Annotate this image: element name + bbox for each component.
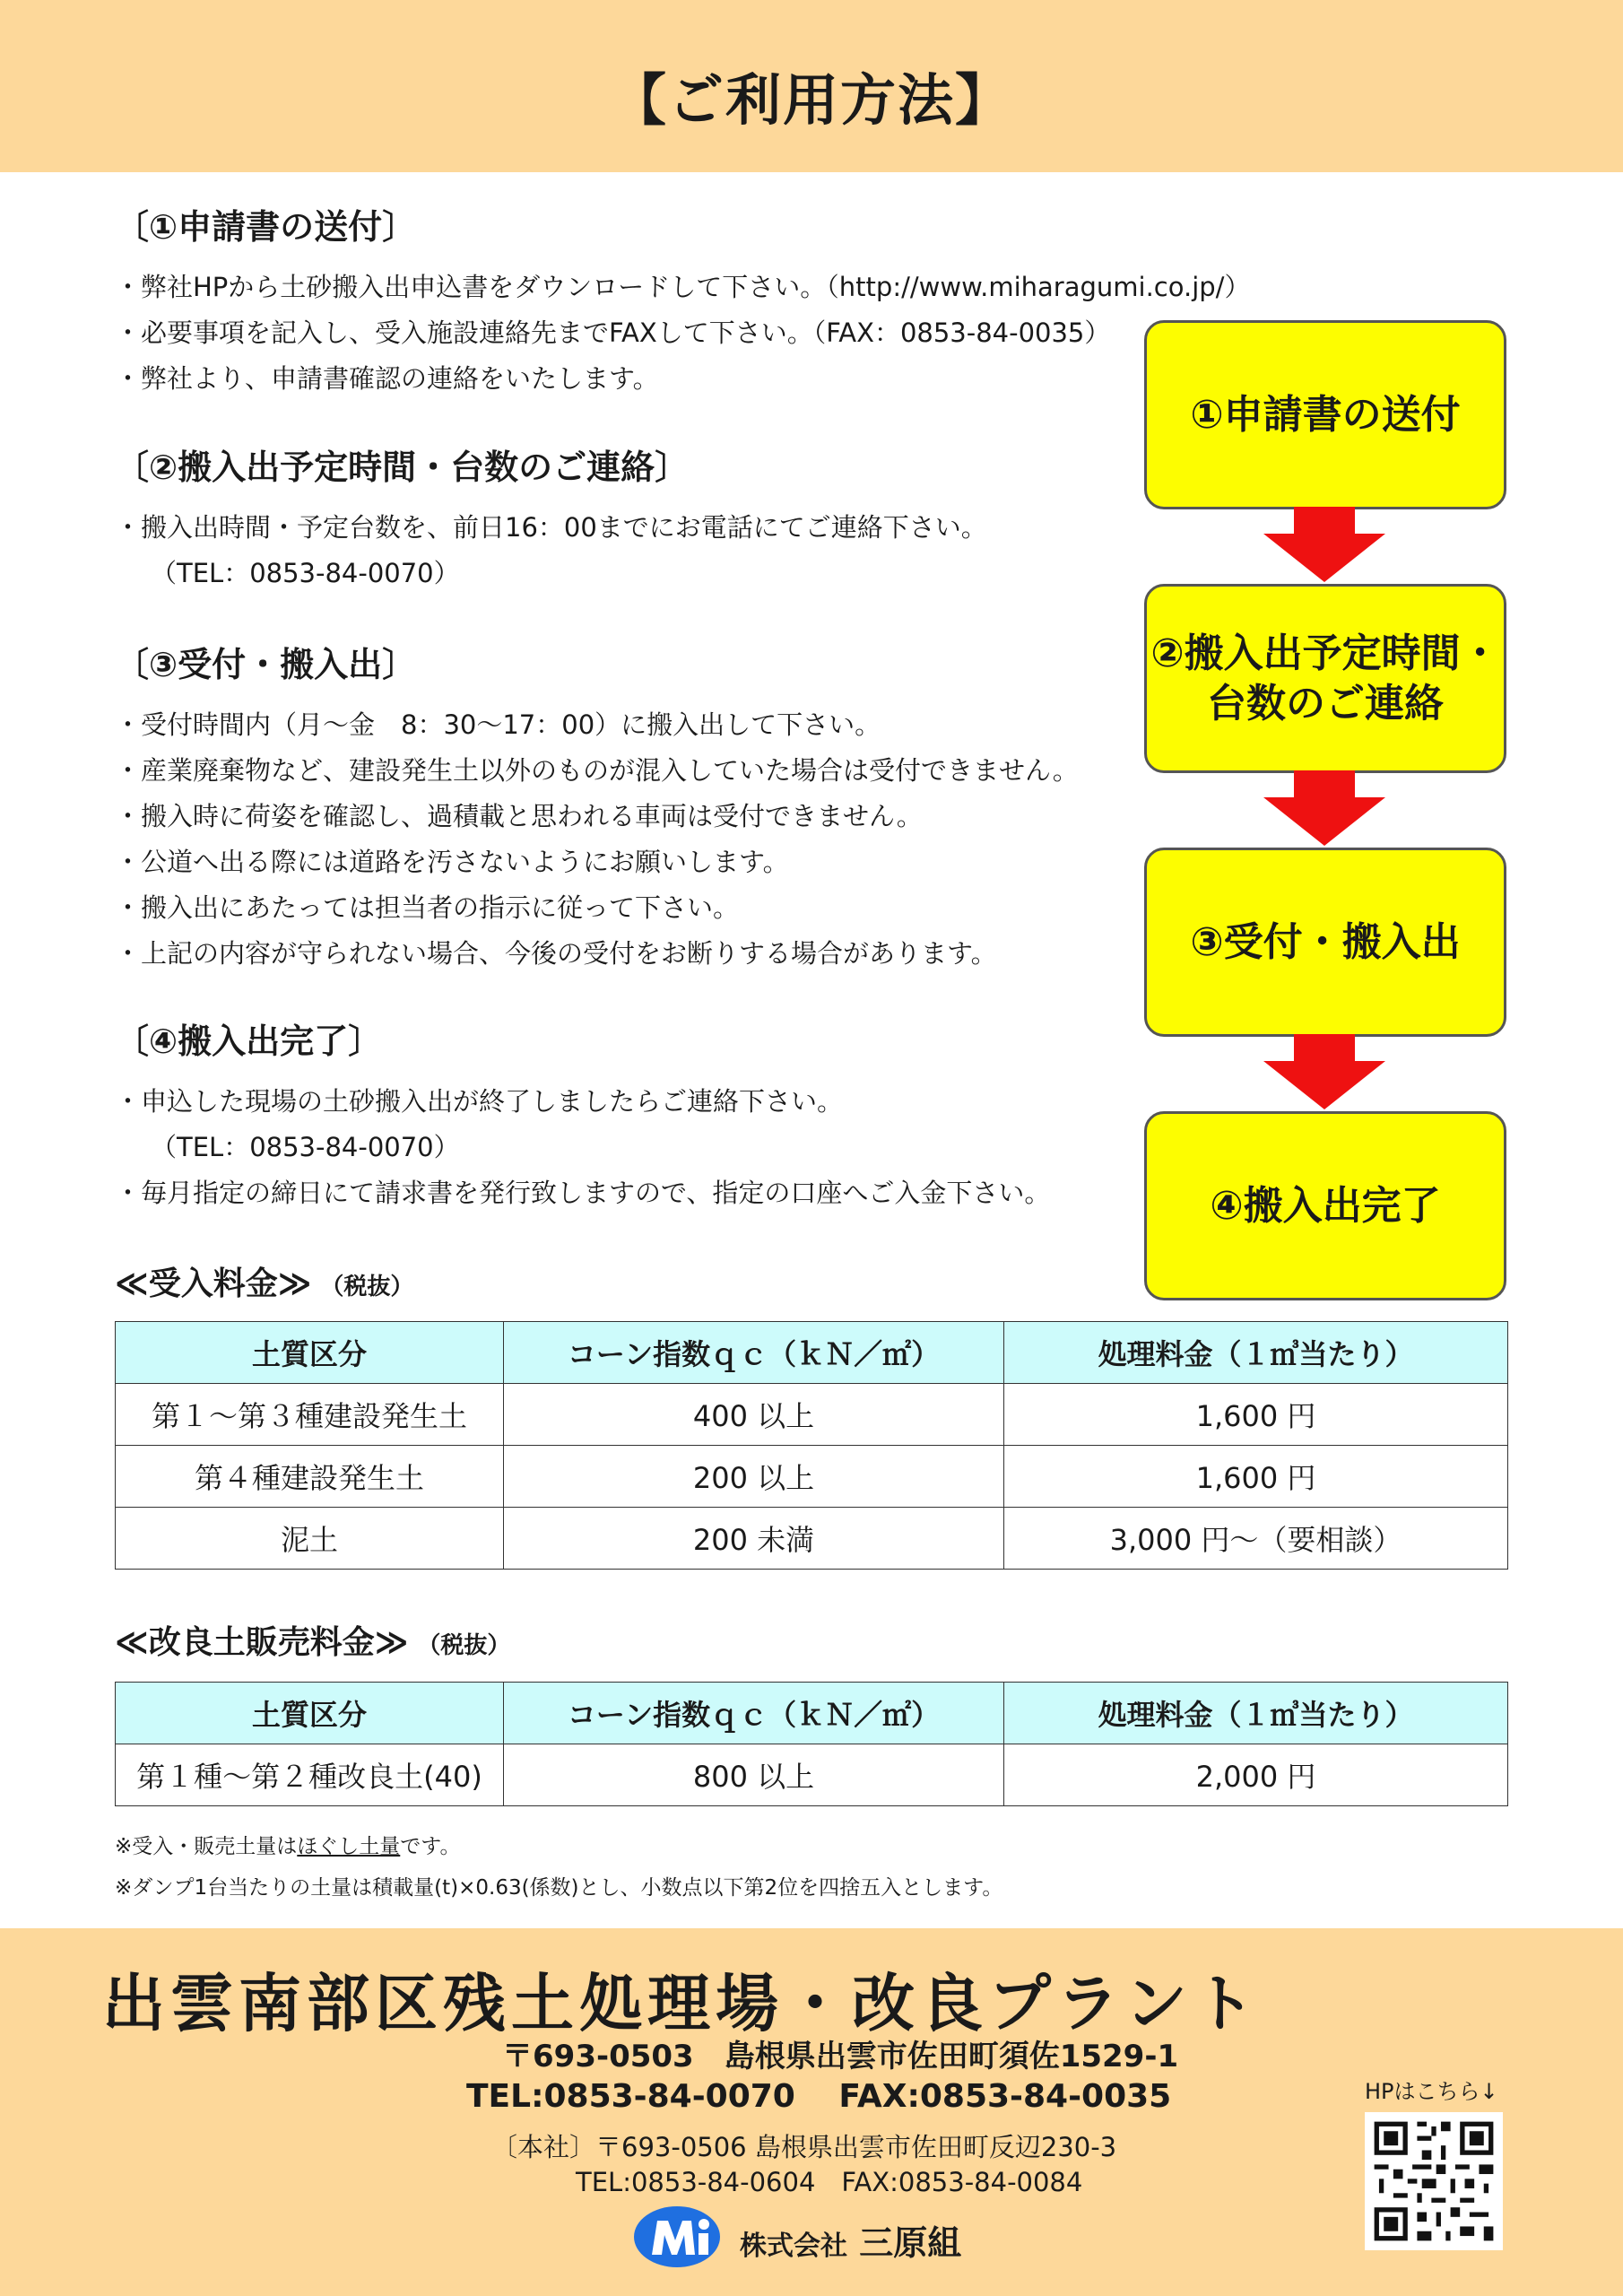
table-row: [116, 1508, 1508, 1570]
section-completion: [115, 1013, 1146, 1216]
table-cell: 200 未満: [504, 1508, 1004, 1570]
list-item: ・搬入出時間・予定台数を、前日16：00までにお電話にてご連絡下さい。: [115, 512, 987, 543]
accept-fee-table: [115, 1321, 1508, 1570]
table-cell: 400 以上: [504, 1384, 1004, 1446]
column-header: 土質区分: [116, 1683, 504, 1744]
list-item: ・弊社より、申請書確認の連絡をいたします。: [115, 363, 659, 394]
table-title-text: ≪改良土販売料金≫: [115, 1624, 409, 1661]
list-item: （TEL：0853-84-0070）: [151, 558, 460, 588]
list-item: ・産業廃棄物など、建設発生土以外のものが混入していた場合は受付できません。: [115, 755, 1079, 786]
table-cell: 2,000 円: [1004, 1744, 1508, 1806]
table-cell: 第１～第３種建設発生土: [116, 1384, 504, 1446]
column-header: 処理料金（１㎥当たり）: [1004, 1322, 1508, 1384]
bullet-list: [115, 1079, 1146, 1216]
list-item: （TEL：0853-84-0070）: [151, 1132, 460, 1162]
column-header: 土質区分: [116, 1322, 504, 1384]
plant-tel-fax: TEL:0853-84-0070 FAX:0853-84-0035: [466, 2078, 1172, 2115]
flow-step-label: ①申請書の送付: [1190, 391, 1461, 438]
section-heading: 〔②搬入出予定時間・台数のご連絡〕: [115, 448, 690, 487]
bullet-list: [115, 505, 1146, 596]
table-title-text: ≪受入料金≫: [115, 1265, 312, 1302]
page-title: 【ご利用方法】: [610, 67, 1012, 133]
flow-arrow-down-icon: [1263, 507, 1385, 582]
flow-step-application: [1144, 320, 1506, 509]
column-header: コーン指数ｑｃ（ｋＮ／㎡）: [504, 1322, 1004, 1384]
company-name: [740, 2215, 961, 2265]
column-header: コーン指数ｑｃ（ｋＮ／㎡）: [504, 1683, 1004, 1744]
table-cell: 800 以上: [504, 1744, 1004, 1806]
table-header-row: [116, 1322, 1508, 1384]
bullet-list: [115, 265, 1251, 402]
note-text: ※受入・販売土量は: [115, 1835, 298, 1858]
company-prefix: 株式会社: [740, 2231, 847, 2262]
column-header: 処理料金（１㎥当たり）: [1004, 1683, 1508, 1744]
flow-arrow-down-icon: [1263, 1034, 1385, 1109]
hq-address: 〔本社〕〒693-0506 島根県出雲市佐田町反辺230-3: [491, 2132, 1117, 2162]
bullet-list: [115, 702, 1146, 977]
list-item: ・上記の内容が守られない場合、今後の受付をお断りする場合があります。: [115, 938, 997, 969]
flow-step-label: 台数のご連絡: [1206, 680, 1444, 726]
dump-truck-note: ※ダンプ1台当たりの土量は積載量(t)×0.63(係数)とし、小数点以下第2位を四捨五入とします。: [115, 1876, 1003, 1900]
table-cell: 1,600 円: [1004, 1446, 1508, 1508]
table-row: [116, 1744, 1508, 1806]
note-text: です。: [400, 1835, 461, 1858]
sale-fee-table: [115, 1682, 1508, 1806]
list-item: ・受付時間内（月～金 8：30～17：00）に搬入出して下さい。: [115, 709, 881, 740]
list-item: ・搬入出にあたっては担当者の指示に従って下さい。: [115, 892, 740, 923]
table-row: [116, 1384, 1508, 1446]
hq-tel-fax: TEL:0853-84-0604 FAX:0853-84-0084: [576, 2167, 1083, 2197]
company-name-text: 三原組: [859, 2223, 962, 2263]
list-item: ・毎月指定の締日にて請求書を発行致しますので、指定の口座へご入金下さい。: [115, 1178, 1051, 1208]
tax-note: （税抜）: [320, 1274, 414, 1300]
table-cell: 泥土: [116, 1508, 504, 1570]
flow-arrow-down-icon: [1263, 770, 1385, 846]
flow-step-label: ②搬入出予定時間・: [1150, 630, 1500, 676]
section-application: [115, 199, 1251, 402]
list-item: ・弊社HPから土砂搬入出申込書をダウンロードして下さい。（http://www.miharagumi.co.jp/）: [115, 272, 1251, 302]
accept-table-title: [115, 1258, 413, 1304]
table-cell: 第１種～第２種改良土(40): [116, 1744, 504, 1806]
table-cell: 第４種建設発生土: [116, 1446, 504, 1508]
company-logo-icon: [632, 2205, 722, 2269]
hp-label: HPはこちら↓: [1365, 2079, 1498, 2104]
flow-step-completion: [1144, 1111, 1506, 1300]
tax-note: （税抜）: [417, 1632, 511, 1659]
list-item: ・必要事項を記入し、受入施設連絡先までFAXして下さい。（FAX：0853-84-0035）: [115, 317, 1111, 348]
section-reception: [115, 637, 1146, 977]
flow-step-reception: [1144, 848, 1506, 1037]
list-item: ・申込した現場の土砂搬入出が終了しましたらご連絡下さい。: [115, 1086, 844, 1117]
section-heading: 〔①申請書の送付〕: [115, 207, 417, 247]
sale-table-title: [115, 1617, 510, 1663]
table-header-row: [116, 1683, 1508, 1744]
note-emphasis: ほぐし土量: [297, 1835, 401, 1858]
soil-volume-note: [115, 1830, 460, 1859]
table-cell: 3,000 円～（要相談）: [1004, 1508, 1508, 1570]
flow-step-label: ③受付・搬入出: [1190, 918, 1461, 965]
qr-code-icon[interactable]: [1365, 2112, 1503, 2250]
table-row: [116, 1446, 1508, 1508]
plant-address: 〒693-0503 島根県出雲市佐田町須佐1529-1: [502, 2039, 1179, 2074]
table-cell: 200 以上: [504, 1446, 1004, 1508]
section-schedule: [115, 439, 1146, 596]
list-item: ・公道へ出る際には道路を汚さないようにお願いします。: [115, 847, 789, 877]
section-heading: 〔④搬入出完了〕: [115, 1022, 383, 1061]
list-item: ・搬入時に荷姿を確認し、過積載と思われる車両は受付できません。: [115, 801, 923, 831]
section-heading: 〔③受付・搬入出〕: [115, 645, 417, 684]
flow-step-schedule: [1144, 584, 1506, 773]
plant-name: 出雲南部区残土処理場・改良プラント: [102, 1967, 1261, 2040]
flow-step-label: ④搬入出完了: [1210, 1182, 1441, 1229]
table-cell: 1,600 円: [1004, 1384, 1508, 1446]
